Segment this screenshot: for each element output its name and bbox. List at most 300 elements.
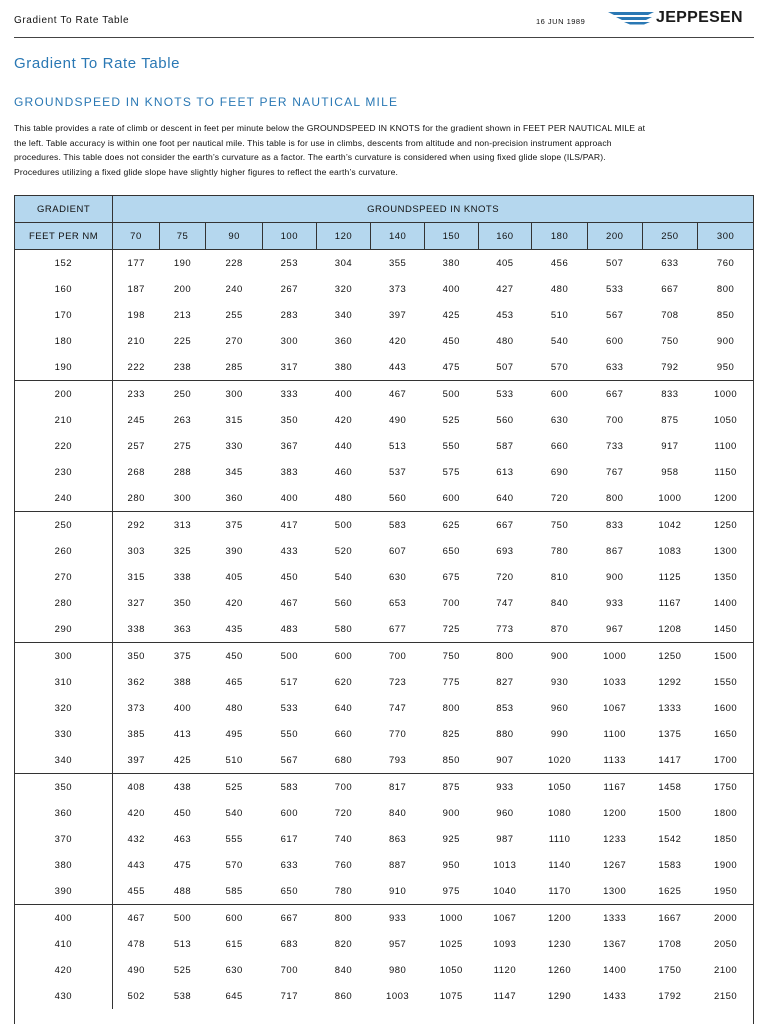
rate-cell: 253 [263, 250, 317, 277]
page-title: Gradient To Rate Table [14, 55, 181, 72]
rate-cell: 450 [206, 643, 263, 670]
rate-cell: 900 [606, 571, 624, 583]
rate-cell: 327 [127, 597, 145, 609]
rate-cell: 1700 [714, 754, 738, 766]
table-row [15, 774, 754, 801]
rate-cell: 933 [371, 905, 425, 932]
gradient-cell: 230 [15, 459, 113, 485]
rate-cell: 1550 [714, 676, 738, 688]
rate-cell: 1458 [642, 774, 698, 801]
rate-cell: 720 [496, 571, 514, 583]
rate-cell: 420 [127, 807, 145, 819]
rate-cell: 660 [334, 728, 353, 740]
rate-cell: 667 [263, 905, 317, 932]
rate-cell: 773 [496, 623, 514, 635]
rate-cell: 600 [206, 905, 263, 932]
rate-cell: 567 [606, 309, 624, 321]
rate-cell: 725 [442, 623, 460, 635]
rate-cell: 362 [127, 676, 145, 688]
rate-cell: 1260 [547, 964, 572, 976]
table-row [15, 381, 754, 408]
rate-cell: 1800 [714, 807, 738, 819]
rate-cell: 1333 [658, 702, 682, 714]
rate-cell: 405 [478, 250, 532, 277]
rate-cell: 190 [159, 250, 206, 277]
rate-cell: 840 [550, 597, 569, 609]
rate-cell: 1100 [603, 728, 626, 740]
rate-cell: 1367 [603, 938, 627, 950]
gradient-cell: 180 [15, 328, 113, 354]
rate-cell: 1750 [658, 964, 682, 976]
rate-cell: 747 [388, 702, 407, 714]
rate-cell: 355 [371, 250, 425, 277]
rate-cell: 1110 [548, 833, 571, 845]
rate-cell: 600 [316, 643, 371, 670]
rate-cell: 510 [550, 309, 569, 321]
rate-cell: 340 [334, 309, 353, 321]
rate-cell: 463 [173, 833, 192, 845]
rate-cell: 480 [225, 702, 243, 714]
rate-cell: 693 [496, 545, 514, 557]
rate-cell: 210 [127, 335, 145, 347]
rate-cell: 1900 [714, 859, 738, 871]
rate-cell: 875 [424, 774, 478, 801]
rate-cell: 933 [478, 774, 532, 801]
rate-cell: 1033 [603, 676, 627, 688]
rate-cell: 600 [532, 381, 588, 408]
rate-cell: 500 [424, 381, 478, 408]
rate-cell: 413 [173, 728, 192, 740]
rate-cell: 480 [496, 335, 514, 347]
rate-cell: 633 [642, 250, 698, 277]
rate-cell: 833 [587, 512, 642, 539]
rate-cell: 600 [606, 335, 624, 347]
rate-cell: 853 [496, 702, 514, 714]
rate-cell: 760 [698, 250, 754, 277]
rate-cell: 810 [550, 571, 569, 583]
rate-cell: 360 [334, 335, 353, 347]
speed-header: 75 [159, 223, 206, 250]
rate-cell: 907 [496, 754, 514, 766]
gradient-cell: 170 [15, 302, 113, 328]
rate-cell: 630 [550, 414, 569, 426]
rate-cell: 270 [225, 335, 243, 347]
gradient-cell: 430 [15, 983, 113, 1009]
gradient-cell: 310 [15, 669, 113, 695]
rate-cell: 540 [334, 571, 353, 583]
rate-cell: 510 [225, 754, 243, 766]
rate-cell: 887 [388, 859, 407, 871]
rate-cell: 283 [280, 309, 298, 321]
rate-cell: 667 [661, 283, 679, 295]
rate-cell: 1400 [714, 597, 738, 609]
rate-cell: 750 [424, 643, 478, 670]
speed-header: 120 [316, 223, 371, 250]
rate-cell: 317 [280, 361, 298, 373]
rate-cell: 700 [316, 774, 371, 801]
rate-cell: 633 [606, 361, 624, 373]
rate-cell: 267 [280, 283, 298, 295]
rate-cell: 820 [334, 938, 353, 950]
rate-cell: 228 [206, 250, 263, 277]
rate-cell: 583 [371, 512, 425, 539]
gradient-cell: 160 [15, 276, 113, 302]
rate-cell: 770 [388, 728, 407, 740]
rate-cell: 870 [550, 623, 569, 635]
rate-cell: 1167 [658, 597, 682, 609]
rate-cell: 958 [661, 466, 679, 478]
rate-cell: 1167 [587, 774, 642, 801]
gradient-cell: 350 [15, 774, 113, 801]
rate-cell: 450 [173, 807, 192, 819]
gradient-cell: 410 [15, 931, 113, 957]
page-header [14, 0, 754, 38]
rate-cell: 1250 [698, 512, 754, 539]
rate-cell: 650 [442, 545, 460, 557]
rate-cell: 660 [550, 440, 569, 452]
rate-cell: 408 [113, 774, 160, 801]
rate-cell: 950 [716, 361, 735, 373]
rate-cell: 630 [225, 964, 243, 976]
gradient-cell: 200 [15, 381, 113, 408]
gradient-cell: 220 [15, 433, 113, 459]
rate-cell: 1025 [439, 938, 463, 950]
table-row [15, 250, 754, 277]
rate-cell: 397 [127, 754, 145, 766]
rate-cell: 1292 [658, 676, 682, 688]
table-row [15, 669, 754, 695]
gradient-header: GRADIENT [15, 196, 113, 223]
speed-header: 90 [206, 223, 263, 250]
rate-cell: 550 [280, 728, 298, 740]
rate-cell: 467 [371, 381, 425, 408]
rate-cell: 397 [388, 309, 407, 321]
rate-cell: 420 [388, 335, 407, 347]
rate-cell: 502 [127, 990, 145, 1002]
rate-cell: 443 [388, 361, 407, 373]
rate-cell: 675 [442, 571, 460, 583]
rate-cell: 1200 [714, 492, 738, 504]
rate-cell: 560 [334, 597, 353, 609]
rate-cell: 633 [280, 859, 298, 871]
rate-cell: 950 [442, 859, 460, 871]
rate-cell: 300 [206, 381, 263, 408]
rate-cell: 800 [442, 702, 460, 714]
table-row [15, 433, 754, 459]
rate-cell: 560 [496, 414, 514, 426]
rate-cell: 350 [113, 643, 160, 670]
rate-cell: 833 [642, 381, 698, 408]
rate-cell: 467 [280, 597, 298, 609]
rate-cell: 1300 [714, 545, 738, 557]
rate-cell: 780 [334, 885, 353, 897]
rate-cell: 650 [280, 885, 298, 897]
rate-cell: 268 [127, 466, 145, 478]
rate-cell: 187 [127, 283, 145, 295]
rate-cell: 350 [280, 414, 298, 426]
rate-cell: 933 [606, 597, 624, 609]
rate-cell: 480 [550, 283, 569, 295]
rate-cell: 683 [280, 938, 298, 950]
table-row [15, 957, 754, 983]
rate-cell: 1075 [439, 990, 463, 1002]
rate-cell: 1020 [547, 754, 572, 766]
rate-cell: 793 [388, 754, 407, 766]
intro-line: This table provides a rate of climb or descent in feet per minute below the GROUNDSPEED IN KNOTS for the gradient shown in FEET PER NAUTICAL MILE at [14, 123, 646, 133]
rate-cell: 300 [173, 492, 192, 504]
rate-cell: 300 [280, 335, 298, 347]
rate-cell: 432 [127, 833, 145, 845]
rate-cell: 483 [280, 623, 298, 635]
rate-cell: 507 [496, 361, 514, 373]
gradient-cell: 240 [15, 485, 113, 512]
intro-line: the left. Table accuracy is within one foot per nautical mile. This table is for use in climbs, descents from altitude and non-precision instrument approach [14, 137, 612, 148]
rate-cell: 607 [388, 545, 407, 557]
rate-cell: 875 [661, 414, 679, 426]
rate-cell: 800 [606, 492, 624, 504]
rate-cell: 800 [478, 643, 532, 670]
rate-cell: 580 [334, 623, 353, 635]
rate-cell: 304 [316, 250, 371, 277]
rate-cell: 360 [225, 492, 243, 504]
rate-cell: 1000 [424, 905, 478, 932]
table-row [15, 983, 754, 1009]
table-row [15, 931, 754, 957]
rate-cell: 1013 [493, 859, 517, 871]
table-row [15, 800, 754, 826]
rate-cell: 740 [334, 833, 353, 845]
groundspeed-header: GROUNDSPEED IN KNOTS [113, 196, 754, 223]
rate-cell: 1600 [714, 702, 738, 714]
rate-cell: 750 [532, 512, 588, 539]
rate-cell: 1200 [532, 905, 588, 932]
rate-cell: 450 [280, 571, 298, 583]
rate-cell: 240 [225, 283, 243, 295]
rate-cell: 900 [442, 807, 460, 819]
rate-cell: 825 [442, 728, 460, 740]
rate-cell: 1333 [587, 905, 642, 932]
rate-cell: 967 [606, 623, 624, 635]
rate-cell: 425 [173, 754, 192, 766]
rate-cell: 400 [173, 702, 192, 714]
rate-cell: 780 [550, 545, 569, 557]
table-row [15, 590, 754, 616]
rate-cell: 420 [225, 597, 243, 609]
gradient-cell: 250 [15, 512, 113, 539]
gradient-cell: 340 [15, 747, 113, 774]
rate-cell: 1067 [478, 905, 532, 932]
rate-cell: 690 [550, 466, 569, 478]
rate-cell: 900 [716, 335, 735, 347]
rate-cell: 475 [173, 859, 192, 871]
rate-cell: 1140 [548, 859, 571, 871]
rate-cell: 2100 [714, 964, 738, 976]
rate-cell: 645 [225, 990, 243, 1002]
rate-cell: 500 [263, 643, 317, 670]
rate-cell: 425 [442, 309, 460, 321]
table-row [15, 485, 754, 512]
table-row [15, 512, 754, 539]
rate-cell: 525 [206, 774, 263, 801]
gradient-cell: 380 [15, 852, 113, 878]
rate-cell: 583 [263, 774, 317, 801]
rate-cell: 475 [442, 361, 460, 373]
rate-cell: 490 [388, 414, 407, 426]
rate-cell: 222 [127, 361, 145, 373]
rate-cell: 1433 [603, 990, 627, 1002]
rate-cell: 1000 [658, 492, 682, 504]
rate-cell: 363 [173, 623, 192, 635]
table-row [15, 878, 754, 905]
section-title: GROUNDSPEED IN KNOTS TO FEET PER NAUTICAL MILE [14, 95, 399, 109]
rate-cell: 747 [496, 597, 514, 609]
rate-cell: 800 [316, 905, 371, 932]
speed-header: 250 [642, 223, 698, 250]
rate-cell: 760 [334, 859, 353, 871]
rate-cell: 533 [606, 283, 624, 295]
rate-cell: 292 [113, 512, 160, 539]
rate-cell: 303 [127, 545, 145, 557]
intro-line: Procedures utilizing a fixed glide slope have slightly higher figures to reflect the earth’s curvature. [14, 166, 399, 177]
rate-cell: 1350 [714, 571, 738, 583]
rate-cell: 640 [334, 702, 353, 714]
rate-cell: 1042 [642, 512, 698, 539]
rate-cell: 1147 [493, 990, 517, 1002]
rate-cell: 700 [606, 414, 624, 426]
table-row [15, 905, 754, 932]
table-header-row [15, 196, 754, 223]
rate-cell: 380 [424, 250, 478, 277]
rate-cell: 478 [127, 938, 145, 950]
rate-cell: 640 [496, 492, 514, 504]
rate-cell: 1233 [603, 833, 627, 845]
rate-cell: 925 [442, 833, 460, 845]
rate-cell: 700 [442, 597, 460, 609]
rate-cell: 443 [127, 859, 145, 871]
table-row [15, 643, 754, 670]
rate-cell: 800 [716, 283, 735, 295]
rate-cell: 600 [442, 492, 460, 504]
rate-cell: 338 [173, 571, 192, 583]
rate-cell: 917 [661, 440, 679, 452]
rate-cell: 390 [225, 545, 243, 557]
rate-cell: 380 [334, 361, 353, 373]
rate-cell: 257 [127, 440, 145, 452]
rate-cell: 507 [587, 250, 642, 277]
table-row [15, 721, 754, 747]
gradient-cell: 290 [15, 616, 113, 643]
speed-header: 300 [698, 223, 754, 250]
gradient-cell: 370 [15, 826, 113, 852]
rate-cell: 570 [225, 859, 243, 871]
rate-cell: 338 [127, 623, 145, 635]
rate-cell: 480 [334, 492, 353, 504]
rate-cell: 1083 [658, 545, 682, 557]
gradient-cell: 190 [15, 354, 113, 381]
rate-cell: 1250 [642, 643, 698, 670]
rate-cell: 383 [280, 466, 298, 478]
rate-cell: 350 [173, 597, 192, 609]
rate-cell: 198 [127, 309, 145, 321]
speed-header-row [15, 223, 754, 250]
rate-cell: 717 [280, 990, 298, 1002]
rate-cell: 315 [225, 414, 243, 426]
table-row [15, 826, 754, 852]
table-row [15, 459, 754, 485]
rate-cell: 450 [442, 335, 460, 347]
rate-cell: 1200 [603, 807, 627, 819]
gradient-cell: 320 [15, 695, 113, 721]
rate-cell: 1120 [493, 964, 517, 976]
rate-cell: 1208 [658, 623, 682, 635]
rate-cell: 533 [280, 702, 298, 714]
rate-cell: 280 [127, 492, 145, 504]
rate-cell: 285 [225, 361, 243, 373]
intro-paragraph [14, 121, 754, 179]
table-row [15, 538, 754, 564]
rate-cell: 440 [334, 440, 353, 452]
gradient-cell: 390 [15, 878, 113, 905]
rate-cell: 1040 [493, 885, 517, 897]
rate-cell: 615 [225, 938, 243, 950]
rate-cell: 575 [442, 466, 460, 478]
rate-cell: 373 [127, 702, 145, 714]
rate-cell: 525 [173, 964, 192, 976]
rate-cell: 1125 [658, 571, 682, 583]
rate-cell: 1067 [603, 702, 627, 714]
rate-cell: 405 [225, 571, 243, 583]
speed-header: 180 [532, 223, 588, 250]
rate-cell: 315 [127, 571, 145, 583]
rate-cell: 1375 [658, 728, 682, 740]
rate-cell: 2000 [698, 905, 754, 932]
rate-cell: 667 [478, 512, 532, 539]
rate-cell: 987 [496, 833, 514, 845]
speed-header: 70 [113, 223, 160, 250]
rate-cell: 1450 [714, 623, 738, 635]
rate-cell: 1050 [532, 774, 588, 801]
rate-cell: 900 [532, 643, 588, 670]
rate-cell: 427 [496, 283, 514, 295]
rate-cell: 537 [388, 466, 407, 478]
rate-cell: 320 [334, 283, 353, 295]
rate-cell: 490 [127, 964, 145, 976]
rate-cell: 1400 [603, 964, 627, 976]
rate-cell: 1000 [698, 381, 754, 408]
rate-cell: 840 [334, 964, 353, 976]
rate-cell: 525 [442, 414, 460, 426]
header-title: Gradient To Rate Table [14, 15, 130, 26]
rate-cell: 245 [127, 414, 145, 426]
rate-cell: 975 [442, 885, 460, 897]
rate-cell: 438 [159, 774, 206, 801]
rate-cell: 792 [661, 361, 679, 373]
rate-cell: 500 [159, 905, 206, 932]
rate-cell: 513 [173, 938, 192, 950]
rate-cell: 400 [442, 283, 460, 295]
gradient-cell: 360 [15, 800, 113, 826]
rate-cell: 417 [263, 512, 317, 539]
rate-cell: 540 [550, 335, 569, 347]
rate-cell: 275 [173, 440, 192, 452]
table-row [15, 328, 754, 354]
gradient-cell: 420 [15, 957, 113, 983]
rate-cell: 680 [334, 754, 353, 766]
header-date: 16 JUN 1989 [536, 17, 586, 26]
rate-cell: 533 [478, 381, 532, 408]
rate-cell: 957 [388, 938, 407, 950]
rate-cell: 1050 [439, 964, 463, 976]
